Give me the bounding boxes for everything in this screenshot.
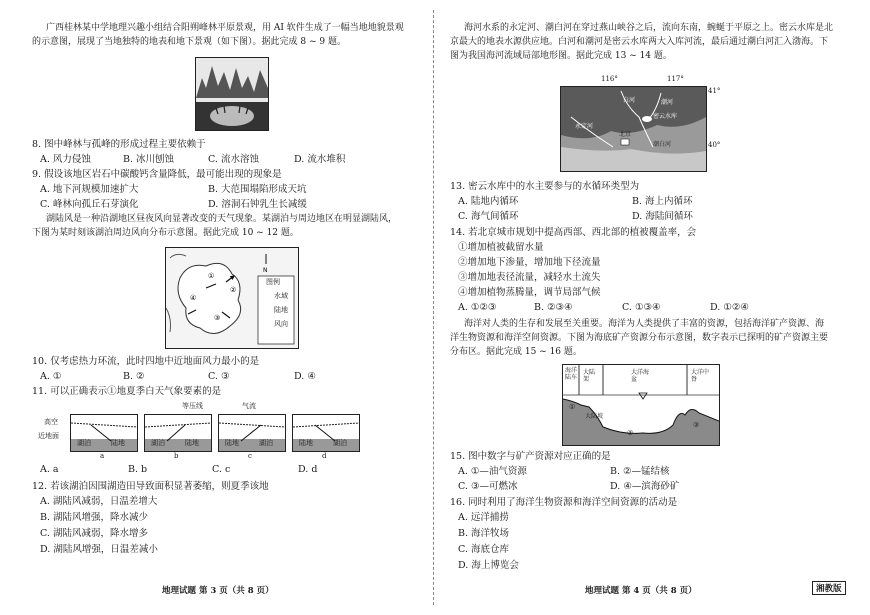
- map-label-beijing: 北京: [619, 131, 632, 138]
- q10-option-a[interactable]: A. ①: [40, 371, 62, 382]
- q11-option-a[interactable]: A. a: [40, 464, 59, 475]
- q11-fig-label-a: a: [100, 452, 105, 460]
- q14-item-3: ③增加地表径流量，减轻水土流失: [458, 272, 601, 283]
- q15-option-d[interactable]: D. ④—滨海砂矿: [610, 481, 680, 492]
- q11-a-left: 湖泊: [77, 439, 91, 447]
- q16-option-a[interactable]: A. 远洋捕捞: [458, 512, 509, 523]
- q11-panel-b: [144, 414, 212, 452]
- svg-text:②: ②: [230, 286, 237, 294]
- svg-text:④: ④: [190, 294, 197, 302]
- q11-stem: 11. 可以正确表示①地夏季白天气象要素的是: [32, 386, 222, 397]
- q15-option-b[interactable]: B. ②—锰结核: [610, 466, 670, 477]
- q11-legend-iso: 等压线: [182, 402, 203, 410]
- q10-option-d[interactable]: D. ④: [294, 371, 316, 382]
- q11-figure: [32, 402, 362, 462]
- intro-haihe-1: 海河水系的永定河、潮白河在穿过燕山峡谷之后，流向东南，蜿蜒于平原之上。密云水库是北: [464, 23, 834, 33]
- footer-page-3: 地理试题 第 3 页（共 8 页）: [162, 586, 274, 596]
- q11-option-d[interactable]: D. d: [298, 464, 318, 475]
- lake-legend-wind: 风向: [274, 320, 288, 328]
- q8-option-d[interactable]: D. 流水堆积: [294, 154, 346, 165]
- intro-lake-2: 下图为某时刻该湖泊周边风向分布示意图。据此完成 10 ~ 12 题。: [32, 228, 299, 238]
- q16-option-c[interactable]: C. 海底仓库: [458, 544, 509, 555]
- q14-item-1: ①增加植被截留水量: [458, 242, 544, 253]
- q11-a-right: 陆地: [111, 439, 125, 447]
- svg-text:③: ③: [214, 314, 221, 322]
- q11-option-c[interactable]: C. c: [212, 464, 231, 475]
- haihe-map: [560, 75, 721, 172]
- q11-fig-label-b: b: [174, 452, 179, 460]
- q11-c-right: 湖泊: [259, 439, 273, 447]
- q14-stem: 14. 若北京城市规划中提高西部、西北部的植被覆盖率，会: [450, 227, 697, 238]
- q10-option-c[interactable]: C. ③: [208, 371, 230, 382]
- map-lon-117: 117°: [667, 75, 684, 83]
- q16-option-d[interactable]: D. 海上博览会: [458, 560, 519, 571]
- q14-option-a[interactable]: A. ①②③: [458, 302, 497, 313]
- q13-option-d[interactable]: D. 海陆间循环: [632, 211, 693, 222]
- q8-stem: 8. 图中峰林与孤峰的形成过程主要依赖于: [32, 139, 206, 150]
- q12-option-b[interactable]: B. 湖陆风增强，降水减少: [40, 512, 149, 523]
- q14-item-2: ②增加地下渗量，增加地下径流量: [458, 257, 601, 268]
- q12-option-c[interactable]: C. 湖陆风减弱，降水增多: [40, 528, 148, 539]
- q14-option-c[interactable]: C. ①③④: [622, 302, 661, 313]
- map-lat-40: 40°: [708, 141, 721, 149]
- q8-option-c[interactable]: C. 流水溶蚀: [208, 154, 259, 165]
- seabed-label-basin: 大洋海盆: [631, 369, 650, 383]
- intro-ocean-3: 分布区。据此完成 15 ~ 16 题。: [450, 347, 582, 357]
- q12-stem: 12. 若该湖泊因围湖造田导致面积显著萎缩，则夏季该地: [32, 481, 269, 492]
- q16-stem: 16. 同时利用了海洋生物资源和海洋空间资源的活动是: [450, 497, 678, 508]
- q11-legend-flow: 气流: [242, 402, 256, 410]
- q11-fig-label-c: c: [248, 452, 252, 460]
- intro-haihe-3: 图为我国海河流域局部地形图。据此完成 13 ~ 14 题。: [450, 51, 672, 61]
- q11-b-right: 陆地: [185, 439, 199, 447]
- q15-stem: 15. 图中数字与矿产资源对应正确的是: [450, 451, 611, 462]
- q13-option-b[interactable]: B. 海上内循环: [632, 196, 693, 207]
- q11-option-b[interactable]: B. b: [128, 464, 148, 475]
- q11-d-left: 陆地: [299, 439, 313, 447]
- seabed-label-land: 海洋陆车: [565, 367, 578, 381]
- map-label-baihe: 白河: [623, 97, 636, 104]
- q8-option-b[interactable]: B. 冰川刨蚀: [123, 154, 175, 165]
- seabed-figure: [562, 364, 720, 446]
- q13-option-a[interactable]: A. 陆地内循环: [458, 196, 519, 207]
- svg-text:①: ①: [208, 272, 215, 280]
- map-label-chaohe: 潮河: [661, 99, 674, 106]
- lake-legend-title: 图例: [266, 278, 280, 286]
- edition-badge: 湘教版: [812, 581, 846, 595]
- svg-text:N: N: [263, 267, 268, 274]
- q9-option-b[interactable]: B. 大范围塌陷形成天坑: [208, 184, 307, 195]
- page-divider: [433, 10, 434, 605]
- map-lon-116: 116°: [601, 75, 618, 83]
- seabed-label-shelf: 大陆架: [583, 369, 596, 383]
- footer-page-4: 地理试题 第 4 页（共 8 页）: [585, 586, 697, 596]
- lake-legend-land: 陆地: [274, 306, 288, 314]
- seabed-label-ridge: 大洋中脊: [691, 369, 710, 383]
- q11-c-left: 陆地: [225, 439, 239, 447]
- q10-option-b[interactable]: B. ②: [123, 371, 145, 382]
- intro-karst-1: 广西桂林某中学地理兴趣小组结合阳朔峰林平原景观，用 AI 软件生成了一幅当地地貌景观: [46, 23, 404, 33]
- map-label-yongding: 永定河: [575, 123, 594, 130]
- lake-wind-map: [165, 247, 299, 349]
- q14-option-d[interactable]: D. ①②④: [710, 302, 749, 313]
- q13-option-c[interactable]: C. 海气间循环: [458, 211, 519, 222]
- intro-karst-2: 的示意图，展现了当地独特的地表和地下景观（如下图）。据此完成 8 ~ 9 题。: [32, 37, 346, 47]
- q11-panel-a: [70, 414, 138, 452]
- q11-label-top: 高空: [44, 418, 58, 426]
- q9-stem: 9. 假设该地区岩石中碳酸钙含量降低，最可能出现的现象是: [32, 169, 282, 180]
- q14-item-4: ④增加植物蒸腾量，调节局部气候: [458, 287, 601, 298]
- q15-option-c[interactable]: C. ③—可燃冰: [458, 481, 518, 492]
- q11-panel-c: [218, 414, 286, 452]
- intro-lake-1: 湖陆风是一种沿湖地区昼夜风向显著改变的天气现象。某湖泊与周边地区在明显湖陆风，: [46, 214, 398, 224]
- map-label-miyun: 密云水库: [653, 113, 678, 120]
- map-lat-41: 41°: [708, 87, 721, 95]
- q11-label-ground: 近地面: [38, 432, 59, 440]
- q16-option-b[interactable]: B. 海洋牧场: [458, 528, 510, 539]
- q11-fig-label-d: d: [322, 452, 327, 460]
- q12-option-d[interactable]: D. 湖陆风增强，日温差减小: [40, 544, 158, 555]
- seabed-label-slope: 大陆坡: [585, 413, 604, 420]
- q10-stem: 10. 仅考虑热力环流，此时四地中近地面风力最小的是: [32, 356, 260, 367]
- seabed-num-3: ③: [693, 421, 700, 429]
- q11-panel-d: [292, 414, 360, 452]
- karst-figure: [195, 57, 269, 131]
- q9-option-d[interactable]: D. 溶洞石钟乳生长减缓: [208, 199, 307, 210]
- q11-d-right: 湖泊: [333, 439, 347, 447]
- q8-option-a[interactable]: A. 风力侵蚀: [40, 154, 91, 165]
- seabed-num-1: ①: [569, 403, 576, 411]
- q14-option-b[interactable]: B. ②③④: [534, 302, 573, 313]
- q13-stem: 13. 密云水库中的水主要参与的水循环类型为: [450, 181, 640, 192]
- q15-option-a[interactable]: A. ①—油气资源: [458, 466, 527, 477]
- q9-option-a[interactable]: A. 地下河规模加速扩大: [40, 184, 139, 195]
- q9-option-c[interactable]: C. 峰林向孤丘石芽演化: [40, 199, 139, 210]
- intro-ocean-1: 海洋对人类的生存和发展至关重要。海洋为人类提供了丰富的资源，包括海洋矿产资源、海: [464, 319, 825, 329]
- seabed-num-2: ②: [627, 429, 634, 437]
- q11-b-left: 湖泊: [151, 439, 165, 447]
- map-label-chaobai: 潮白河: [653, 141, 672, 148]
- intro-haihe-2: 京最大的地表水源供应地。白河和潮河是密云水库两大入库河流，最后通过潮白河汇入渤海。下: [450, 37, 829, 47]
- q12-option-a[interactable]: A. 湖陆风减弱，日温差增大: [40, 496, 158, 507]
- intro-ocean-2: 洋生物资源和海洋空间资源。下图为海底矿产资源分布示意图，数字表示已探明的矿产资源主要: [450, 333, 829, 343]
- lake-legend-water: 水域: [274, 292, 288, 300]
